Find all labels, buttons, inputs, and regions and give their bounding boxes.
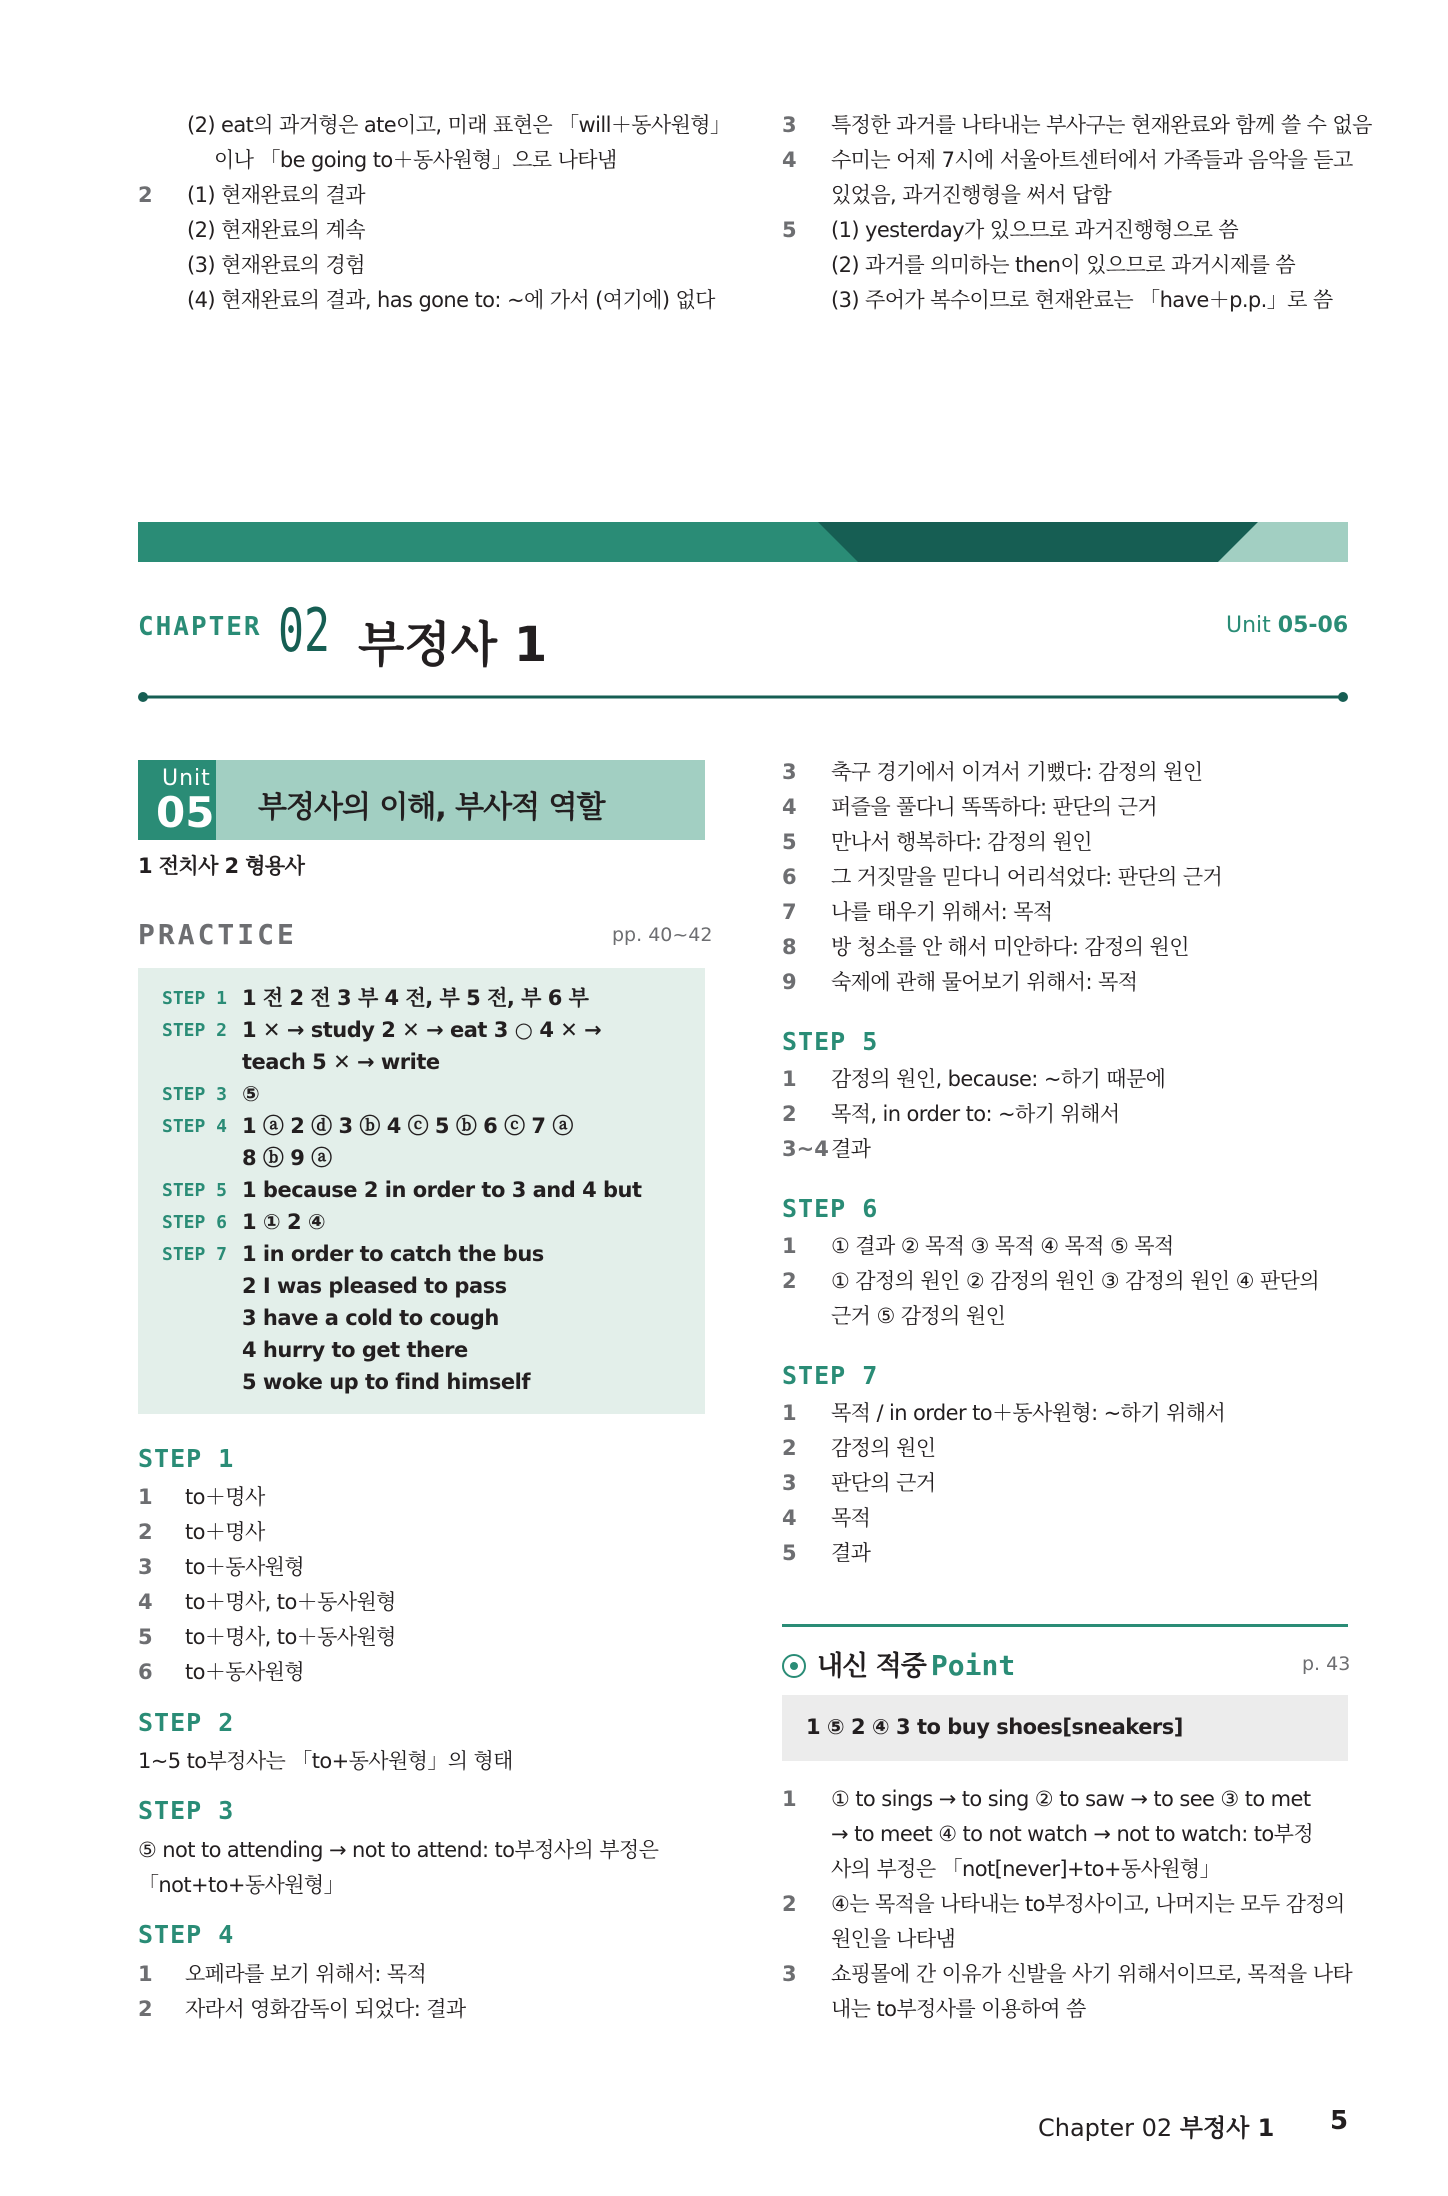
- chapter-title: 부정사 1: [358, 617, 548, 673]
- item-text: 퍼즐을 풀다니 똑똑하다: 판단의 근거: [831, 795, 1158, 819]
- item-number: 5: [782, 830, 797, 854]
- answer-line: (4) 현재완료의 결과, has gone to: ~에 가서 (여기에) 없다: [187, 288, 715, 312]
- item-number: 1: [782, 1401, 797, 1425]
- item-text: 방 청소를 안 해서 미안하다: 감정의 원인: [831, 935, 1189, 959]
- footer: [1038, 2108, 1274, 2143]
- item-number: 3: [138, 1555, 153, 1579]
- item-number: 3: [782, 1471, 797, 1495]
- point-answer-box: [782, 1695, 1348, 1761]
- chapter-banner: [138, 522, 1348, 562]
- point-rule: [782, 1624, 1348, 1627]
- practice-step-label: STEP 1: [162, 988, 228, 1009]
- item-text: 감정의 원인: [831, 1436, 936, 1460]
- item-text: ① to sings → to sing ② to saw → to see ③ to met: [831, 1787, 1311, 1811]
- answer-number: 2: [138, 183, 153, 207]
- unit-number: 05: [156, 788, 215, 837]
- practice-answer-line: 4 hurry to get there: [242, 1338, 468, 1362]
- footer-chapter: Chapter 02: [1038, 2114, 1173, 2142]
- practice-answer-line: 5 woke up to find himself: [242, 1370, 531, 1394]
- step-2-heading: STEP 2: [138, 1708, 235, 1737]
- chapter-number: 02: [278, 596, 331, 666]
- practice-step-label: STEP 5: [162, 1180, 228, 1201]
- practice-box: [138, 968, 705, 1414]
- item-number: 3: [782, 1962, 797, 1986]
- practice-answer-line: 2 I was pleased to pass: [242, 1274, 507, 1298]
- item-number: 2: [782, 1102, 797, 1126]
- answer-line: (3) 현재완료의 경험: [187, 253, 365, 277]
- item-number: 1: [782, 1234, 797, 1258]
- practice-step-label: STEP 3: [162, 1084, 228, 1105]
- page-number: 5: [1330, 2106, 1349, 2136]
- target-icon: [782, 1654, 806, 1678]
- item-text: 근거 ⑤ 감정의 원인: [831, 1304, 1006, 1328]
- answer-number: 5: [782, 218, 797, 242]
- practice-step-label: STEP 6: [162, 1212, 228, 1233]
- item-text: ④는 목적을 나타내는 to부정사이고, 나머지는 모두 감정의: [831, 1892, 1345, 1916]
- step-7-heading: STEP 7: [782, 1361, 879, 1390]
- answer-line: (1) 현재완료의 결과: [187, 183, 365, 207]
- answer-line: 이나 「be going to＋동사원형」으로 나타냄: [214, 148, 617, 172]
- item-text: 목적, in order to: ~하기 위해서: [831, 1102, 1120, 1126]
- practice-answer-line: 1 ① 2 ④: [242, 1210, 326, 1234]
- item-text: → to meet ④ to not watch → not to watch: to부정: [831, 1822, 1314, 1846]
- item-text: 쇼핑몰에 간 이유가 신발을 사기 위해서이므로, 목적을 나타: [831, 1962, 1353, 1986]
- practice-answer-line: 1 전 2 전 3 부 4 전, 부 5 전, 부 6 부: [242, 986, 589, 1010]
- item-text: 결과: [831, 1137, 871, 1161]
- practice-answer-line: 8 ⓑ 9 ⓐ: [242, 1146, 332, 1170]
- item-number: 2: [782, 1892, 797, 1916]
- point-answers: 1 ⑤ 2 ④ 3 to buy shoes[sneakers]: [806, 1715, 1183, 1739]
- answer-line: 있었음, 과거진행형을 써서 답함: [831, 183, 1112, 207]
- practice-answer-line: 1 ✕ → study 2 ✕ → eat 3 ○ 4 ✕ →: [242, 1018, 602, 1042]
- item-text: to＋동사원형: [185, 1555, 305, 1579]
- step-2-text: 1~5 to부정사는 「to+동사원형」의 형태: [138, 1749, 513, 1773]
- item-number: 2: [138, 1520, 153, 1544]
- item-number: 4: [138, 1590, 153, 1614]
- practice-step-label: STEP 7: [162, 1244, 228, 1265]
- practice-answer-line: 1 ⓐ 2 ⓓ 3 ⓑ 4 ⓒ 5 ⓑ 6 ⓒ 7 ⓐ: [242, 1114, 573, 1138]
- item-text: to＋명사, to＋동사원형: [185, 1590, 396, 1614]
- item-number: 2: [138, 1997, 153, 2021]
- unit-range-value: 05-06: [1277, 613, 1349, 638]
- step-1-heading: STEP 1: [138, 1444, 235, 1473]
- answer-line: (2) 현재완료의 계속: [187, 218, 365, 242]
- item-number: 2: [782, 1436, 797, 1460]
- step-3-line: ⑤ not to attending → not to attend: to부정사의 부정은: [138, 1838, 659, 1862]
- step-3-line: 「not+to+동사원형」: [138, 1873, 345, 1897]
- item-text: 축구 경기에서 이겨서 기뻤다: 감정의 원인: [831, 760, 1203, 784]
- item-number: 7: [782, 900, 797, 924]
- item-text: 그 거짓말을 믿다니 어리석었다: 판단의 근거: [831, 865, 1223, 889]
- point-heading: [782, 1644, 1015, 1683]
- item-number: 6: [782, 865, 797, 889]
- item-number: 8: [782, 935, 797, 959]
- unit-word: Unit: [162, 766, 211, 791]
- item-text: 원인을 나타냄: [831, 1927, 956, 1951]
- item-text: 숙제에 관해 물어보기 위해서: 목적: [831, 970, 1138, 994]
- item-text: 내는 to부정사를 이용하여 씀: [831, 1997, 1086, 2021]
- item-text: 감정의 원인, because: ~하기 때문에: [831, 1067, 1166, 1091]
- practice-answer-line: ⑤: [242, 1082, 260, 1106]
- item-text: to＋동사원형: [185, 1660, 305, 1684]
- practice-answer-line: 1 in order to catch the bus: [242, 1242, 544, 1266]
- item-text: to＋명사: [185, 1520, 265, 1544]
- step-4-heading: STEP 4: [138, 1920, 235, 1949]
- item-text: 사의 부정은 「not[never]+to+동사원형」: [831, 1857, 1220, 1881]
- item-text: 나를 태우기 위해서: 목적: [831, 900, 1053, 924]
- unit-range: [1226, 613, 1348, 638]
- item-text: 판단의 근거: [831, 1471, 936, 1495]
- unit-header: [138, 760, 705, 840]
- chapter-rule: [136, 690, 1350, 704]
- answer-line: (2) 과거를 의미하는 then이 있으므로 과거시제를 씀: [831, 253, 1296, 277]
- item-number: 5: [782, 1541, 797, 1565]
- practice-answer-line: 1 because 2 in order to 3 and 4 but: [242, 1178, 642, 1202]
- unit-title: 부정사의 이해, 부사적 역할: [258, 790, 605, 825]
- unit-prefix: Unit: [1226, 613, 1271, 638]
- item-text: to＋명사, to＋동사원형: [185, 1625, 396, 1649]
- item-text: 오페라를 보기 위해서: 목적: [185, 1962, 427, 1986]
- answer-line: 수미는 어제 7시에 서울아트센터에서 가족들과 음악을 듣고: [831, 148, 1353, 172]
- item-number: 3: [782, 760, 797, 784]
- answer-line: (2) eat의 과거형은 ate이고, 미래 표현은 「will＋동사원형」: [187, 113, 731, 137]
- chapter-label: CHAPTER: [138, 612, 262, 642]
- point-title-kr: 내신 적중: [817, 1651, 926, 1682]
- practice-pages: pp. 40~42: [612, 924, 713, 946]
- point-page: p. 43: [1302, 1653, 1351, 1675]
- item-text: ① 결과 ② 목적 ③ 목적 ④ 목적 ⑤ 목적: [831, 1234, 1174, 1258]
- item-number: 5: [138, 1625, 153, 1649]
- item-number: 1: [782, 1787, 797, 1811]
- step-6-heading: STEP 6: [782, 1194, 879, 1223]
- item-text: ① 감정의 원인 ② 감정의 원인 ③ 감정의 원인 ④ 판단의: [831, 1269, 1320, 1293]
- answer-line: (3) 주어가 복수이므로 현재완료는 「have＋p.p.」로 씀: [831, 288, 1333, 312]
- step-5-heading: STEP 5: [782, 1027, 879, 1056]
- item-text: 목적: [831, 1506, 871, 1530]
- item-number: 1: [138, 1962, 153, 1986]
- item-number: 3~4: [782, 1137, 829, 1161]
- answer-number: 4: [782, 148, 797, 172]
- answer-number: 3: [782, 113, 797, 137]
- practice-answer-line: 3 have a cold to cough: [242, 1306, 499, 1330]
- practice-answer-line: teach 5 ✕ → write: [242, 1050, 440, 1074]
- point-title-en: Point: [930, 1649, 1016, 1682]
- item-text: 결과: [831, 1541, 871, 1565]
- footer-title: 부정사 1: [1179, 2114, 1275, 2142]
- item-text: to＋명사: [185, 1485, 265, 1509]
- item-text: 자라서 영화감독이 되었다: 결과: [185, 1997, 466, 2021]
- answer-line: 특정한 과거를 나타내는 부사구는 현재완료와 함께 쓸 수 없음: [831, 113, 1372, 137]
- item-text: 만나서 행복하다: 감정의 원인: [831, 830, 1092, 854]
- item-number: 6: [138, 1660, 153, 1684]
- item-number: 1: [782, 1067, 797, 1091]
- practice-step-label: STEP 2: [162, 1020, 228, 1041]
- item-number: 2: [782, 1269, 797, 1293]
- item-number: 1: [138, 1485, 153, 1509]
- practice-title: PRACTICE: [138, 918, 297, 951]
- intro-answers: 1 전치사 2 형용사: [138, 854, 305, 878]
- answer-line: (1) yesterday가 있으므로 과거진행형으로 씀: [831, 218, 1239, 242]
- step-3-heading: STEP 3: [138, 1796, 235, 1825]
- item-number: 4: [782, 795, 797, 819]
- item-text: 목적 / in order to＋동사원형: ~하기 위해서: [831, 1401, 1226, 1425]
- item-number: 4: [782, 1506, 797, 1530]
- practice-step-label: STEP 4: [162, 1116, 228, 1137]
- item-number: 9: [782, 970, 797, 994]
